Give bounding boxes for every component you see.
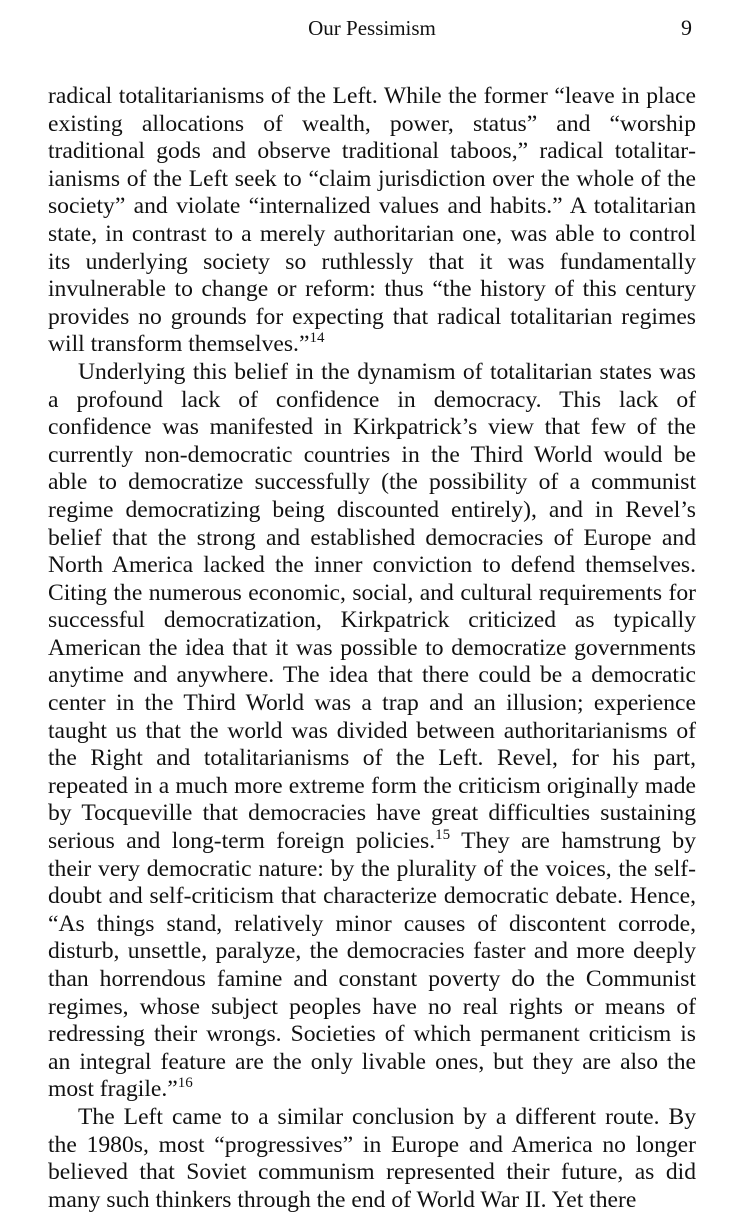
running-title: Our Pessimism (308, 16, 436, 40)
paragraph-text: They are hamstrung by their very democratic nature: by the plurality of the voices, the self-doubt and self-criticism that characterize democratic debate. Hence, “As things stand, relatively minor causes of discontent corrode, disturb, unsettle, paralyze, the democracies faster and more deeply than horrendous famine and constant poverty do the Communist regimes, whose subject peoples have no real rights or means of redressing their wrongs. Societies of which permanent criticism is an integral feature are the only livable ones, but they are also the most fragile.” (48, 828, 696, 1103)
footnote-marker: 14 (309, 330, 325, 347)
running-head (48, 14, 696, 46)
paragraph-3 (48, 1104, 696, 1214)
paragraph-text: radical totalitarianisms of the Left. While the former “leave in place existing allocations of wealth, power, status” and “worship traditional gods and observe traditional taboos,” radical totalitarianisms of the Left seek to “claim jurisdiction over the whole of the society” and violate “internalized values and habits.” A totalitarian state, in contrast to a merely authoritarian one, was able to control its underlying society so ruthlessly that it was fundamentally invulnerable to change or reform: thus “the history of this century provides no grounds for expecting that radical totalitarian regimes will transform themselves.” (48, 83, 696, 358)
page-number: 9 (681, 15, 692, 40)
footnote-marker: 16 (177, 1075, 193, 1092)
footnote-marker: 15 (435, 827, 451, 844)
body-text (48, 83, 696, 1214)
paragraph-2 (48, 359, 696, 1104)
paragraph-1 (48, 83, 696, 359)
paragraph-text: Underlying this belief in the dynamism of totalitarian states was a profound lack of confidence in democracy. This lack of confidence was manifested in Kirkpatrick’s view that few of the currently non-democratic countries in the Third World would be able to democratize successfully (the possibility of a communist regime democratizing being discounted entirely), and in Revel’s belief that the strong and established democracies of Europe and North America lacked the inner conviction to defend themselves. Citing the numerous economic, social, and cultural requirements for successful democratization, Kirkpatrick criticized as typically American the idea that it was possible to democratize governments anytime and anywhere. The idea that there could be a democratic center in the Third World was a trap and an illusion; experience taught us that the world was divided between authoritarianisms of the Right and totalitarianisms of the Left. Revel, for his part, repeated in a much more extreme form the criticism originally made by Tocqueville that democracies have great difficulties sustaining serious and long-term foreign policies. (48, 358, 696, 855)
paragraph-text: The Left came to a similar conclusion by a different route. By the 1980s, most “progressives” in Europe and America no longer believed that Soviet communism represented their future, as did many such thinkers through the end of World War II. Yet there (48, 1103, 696, 1213)
